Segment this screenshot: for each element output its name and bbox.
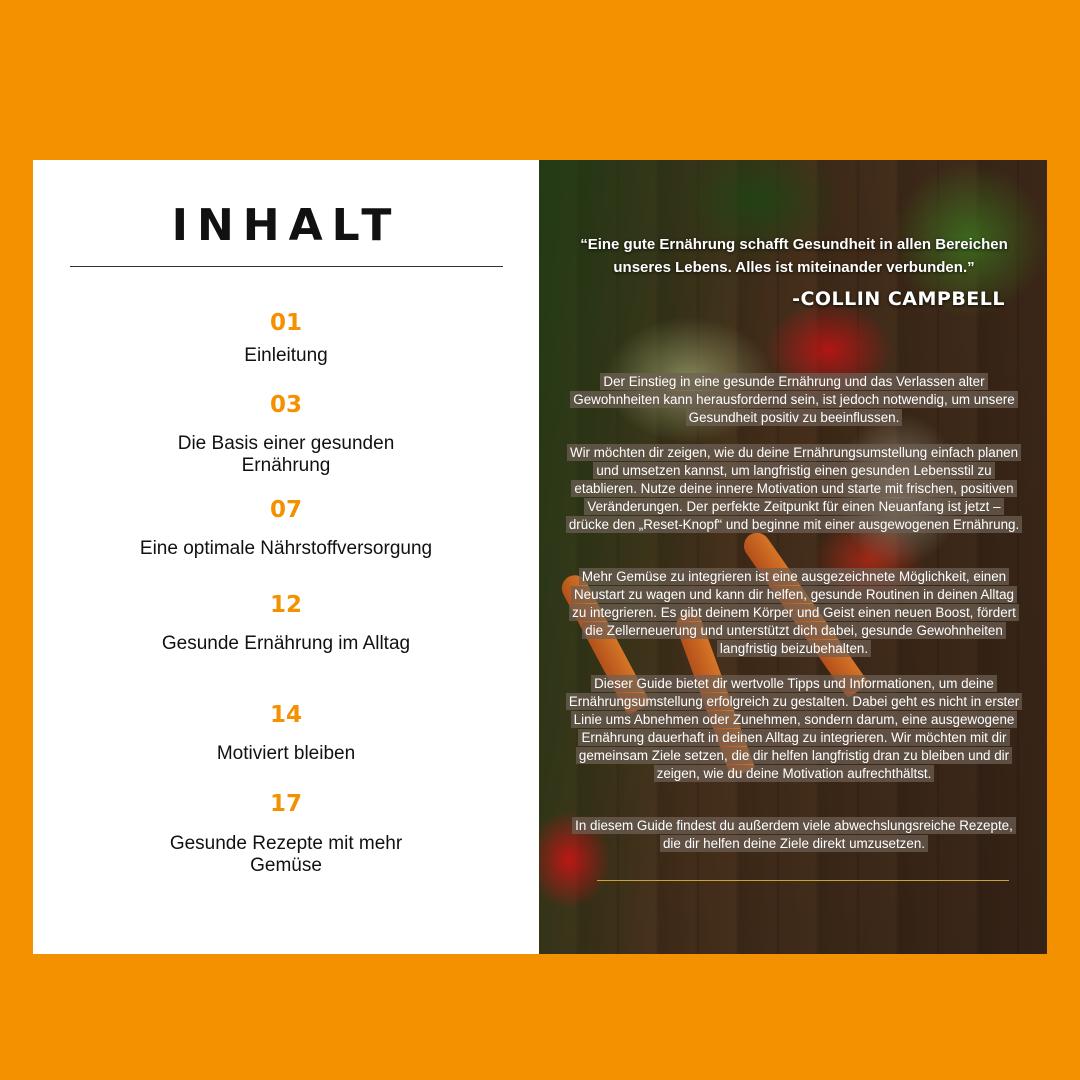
toc-entry-page-number: 12	[269, 592, 302, 618]
toc-entry-title: Die Basis einer gesunden Ernährung	[177, 433, 395, 476]
toc-entry-title: Gesunde Ernährung im Alltag	[161, 633, 411, 654]
toc-entry-page-number: 01	[269, 310, 302, 336]
toc-entry-title: Eine optimale Nährstoffversorgung	[139, 538, 433, 559]
footer-divider	[597, 880, 1009, 881]
book-spread	[33, 160, 1047, 954]
intro-paragraph-text: Mehr Gemüse zu integrieren ist eine ausgezeichnete Möglichkeit, einen Neustart zu wagen und kann dir helfen, gesunde Routinen in deinen Alltag zu integrieren. Es gibt deinem Körper und Geist einen neuen Boost, fördert die Zellerneuerung und unterstützt dich dabei, gesunde Gewohnheiten langfristig beizubehalten.	[569, 568, 1019, 657]
toc-entry-title: Motiviert bleiben	[216, 743, 356, 764]
intro-paragraph-text: Der Einstieg in eine gesunde Ernährung und das Verlassen alter Gewohnheiten kann herausfordernd sein, ist jedoch notwendig, um unsere Gesundheit positiv zu beeinflussen.	[570, 373, 1017, 426]
intro-paragraph	[565, 568, 1023, 658]
intro-paragraph	[565, 444, 1023, 534]
intro-paragraph-text: Dieser Guide bietet dir wertvolle Tipps und Informationen, um deine Ernährungsumstellung erfolgreich zu gestalten. Dabei geht es nicht in erster Linie ums Abnehmen oder Zunehmen, sondern darum, eine ausgewogene Ernährung dauerhaft in deinen Alltag zu integrieren. Wir möchten mit dir gemeinsam Ziele setzen, die dir helfen langfristig dran zu bleiben und dir zeigen, wie du deine Motivation aufrechthältst.	[566, 675, 1022, 782]
toc-entry-page-number: 17	[269, 791, 302, 817]
intro-paragraph	[565, 817, 1023, 853]
heading-divider	[70, 266, 503, 267]
toc-entry-title: Gesunde Rezepte mit mehr Gemüse	[169, 833, 403, 876]
intro-quote: “Eine gute Ernährung schafft Gesundheit in allen Bereichen unseres Lebens. Alles ist miteinander verbunden.”	[580, 236, 1008, 276]
intro-paragraph-text: In diesem Guide findest du außerdem viele abwechslungsreiche Rezepte, die dir helfen deine Ziele direkt umzusetzen.	[572, 817, 1016, 852]
table-of-contents-page	[33, 160, 539, 954]
intro-paragraph	[565, 373, 1023, 427]
intro-page	[539, 160, 1047, 954]
intro-paragraph	[565, 675, 1023, 783]
intro-paragraph-text: Wir möchten dir zeigen, wie du deine Ernährungsumstellung einfach planen und umsetzen kannst, um langfristig einen gesunden Lebensstil zu etablieren. Nutze deine innere Motivation und starte mit frischen, positiven Veränderungen. Der perfekte Zeitpunkt für einen Neuanfang ist jetzt – drücke den „Reset-Knopf“ und beginne mit einer ausgewogenen Ernährung.	[566, 444, 1022, 533]
quote-author: -COLLIN CAMPBELL	[792, 288, 1005, 310]
toc-entry-title: Einleitung	[244, 345, 328, 366]
toc-entry-page-number: 14	[269, 702, 302, 728]
toc-entry-page-number: 07	[269, 497, 302, 523]
toc-heading: INHALT	[171, 200, 401, 251]
toc-entry-page-number: 03	[269, 392, 302, 418]
